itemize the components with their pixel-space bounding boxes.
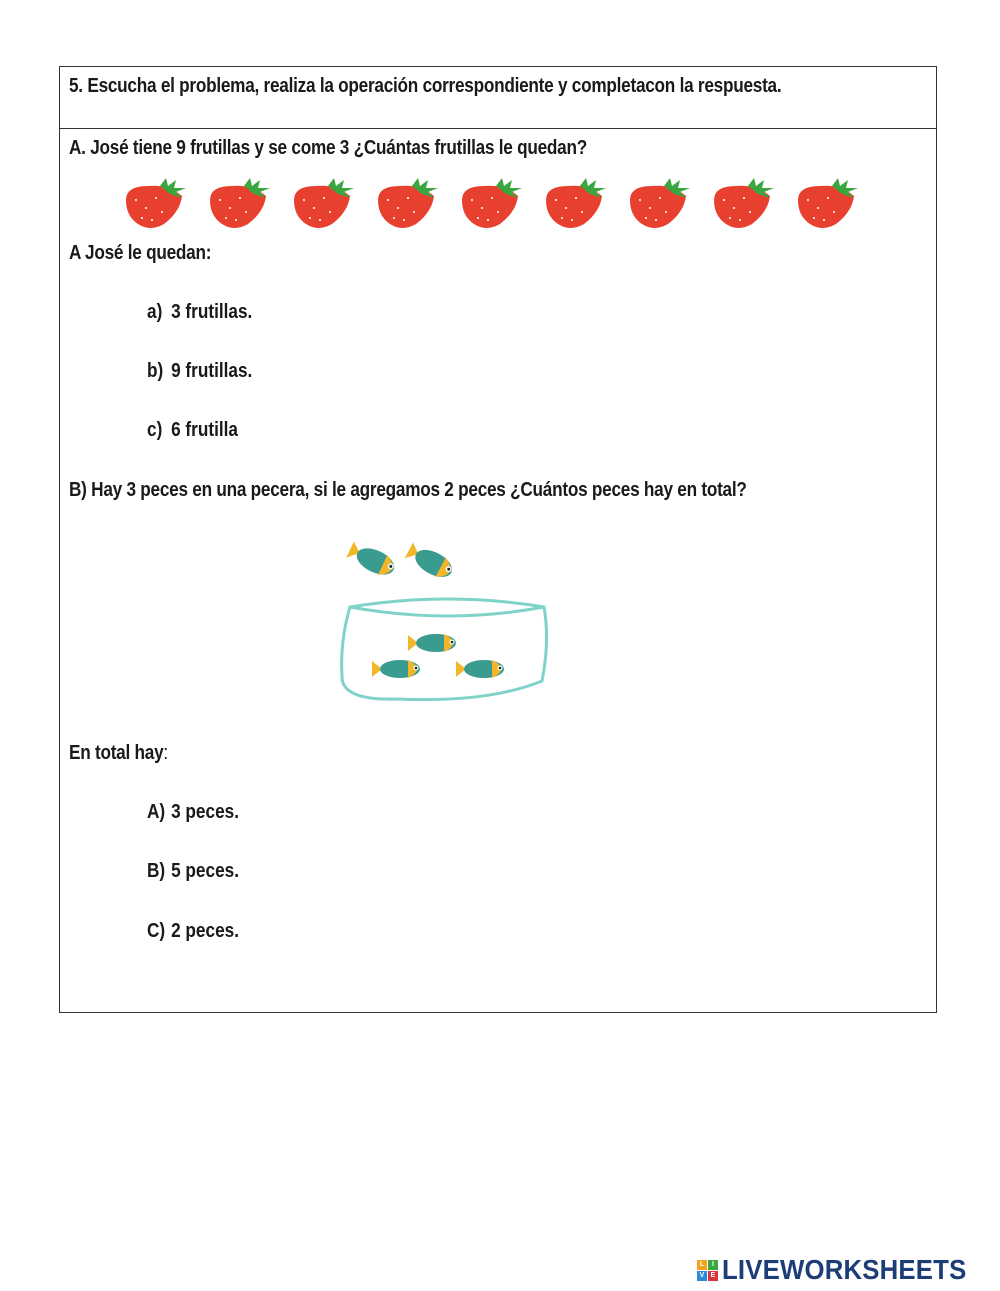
option-a-3-frutillas[interactable]: [147, 301, 252, 324]
strawberry-icon: [458, 178, 524, 234]
liveworksheets-logo[interactable]: [697, 1254, 988, 1286]
option-text: 6 frutilla: [171, 419, 238, 441]
strawberry-icon: [794, 178, 860, 234]
logo-letter: E: [708, 1271, 718, 1281]
brand-name: LIVEWORKSHEETS: [722, 1254, 967, 1285]
strawberry-icon: [206, 178, 272, 234]
option-text: 5 peces.: [171, 860, 239, 882]
logo-letter: V: [697, 1271, 707, 1281]
strawberry-icon: [626, 178, 692, 234]
logo-letter: I: [708, 1260, 718, 1270]
option-letter: b): [147, 360, 164, 382]
answer-prompt-text: En total hay: [69, 742, 164, 764]
logo-icon: [697, 1260, 718, 1281]
answer-prompt-colon: :: [163, 742, 168, 764]
option-text: 9 frutillas.: [171, 360, 253, 382]
instruction-text: 5. Escucha el problema, realiza la operación correspondiente y completacon la respuesta.: [69, 75, 782, 97]
option-text: 2 peces.: [171, 920, 239, 942]
strawberry-icon: [290, 178, 356, 234]
option-letter: a): [147, 301, 163, 323]
option-c-6-frutilla[interactable]: [147, 419, 238, 442]
problem-a-answer-prompt: A José le quedan:: [69, 242, 212, 264]
fishbowl-illustration: [338, 541, 558, 711]
problem-b-answer-prompt: [69, 742, 168, 765]
strawberry-icon: [710, 178, 776, 234]
strawberry-icon: [374, 178, 440, 234]
fish-in-bowl-2: [372, 660, 420, 678]
fish-outside-1: [345, 541, 398, 580]
fish-in-bowl-1: [408, 634, 456, 652]
option-letter: B): [147, 860, 166, 882]
problem-b-question: B) Hay 3 peces en una pecera, si le agregamos 2 peces ¿Cuántos peces hay en total?: [69, 479, 747, 501]
logo-letter: L: [697, 1260, 707, 1270]
fish-outside-2: [404, 541, 457, 583]
worksheet-table: [59, 66, 937, 1013]
option-A-3-peces[interactable]: [147, 801, 239, 824]
option-C-2-peces[interactable]: [147, 920, 239, 943]
option-text: 3 peces.: [171, 801, 239, 823]
option-B-5-peces[interactable]: [147, 860, 239, 883]
problem-a-question: A. José tiene 9 frutillas y se come 3 ¿Cuántas frutillas le quedan?: [69, 137, 588, 159]
strawberry-icon: [542, 178, 608, 234]
option-letter: C): [147, 920, 166, 942]
option-letter: c): [147, 419, 163, 441]
option-text: 3 frutillas.: [171, 301, 253, 323]
option-letter: A): [147, 801, 166, 823]
option-b-9-frutillas[interactable]: [147, 360, 252, 383]
instruction-row: [60, 67, 936, 129]
fish-in-bowl-3: [456, 660, 504, 678]
strawberry-icon: [122, 178, 188, 234]
